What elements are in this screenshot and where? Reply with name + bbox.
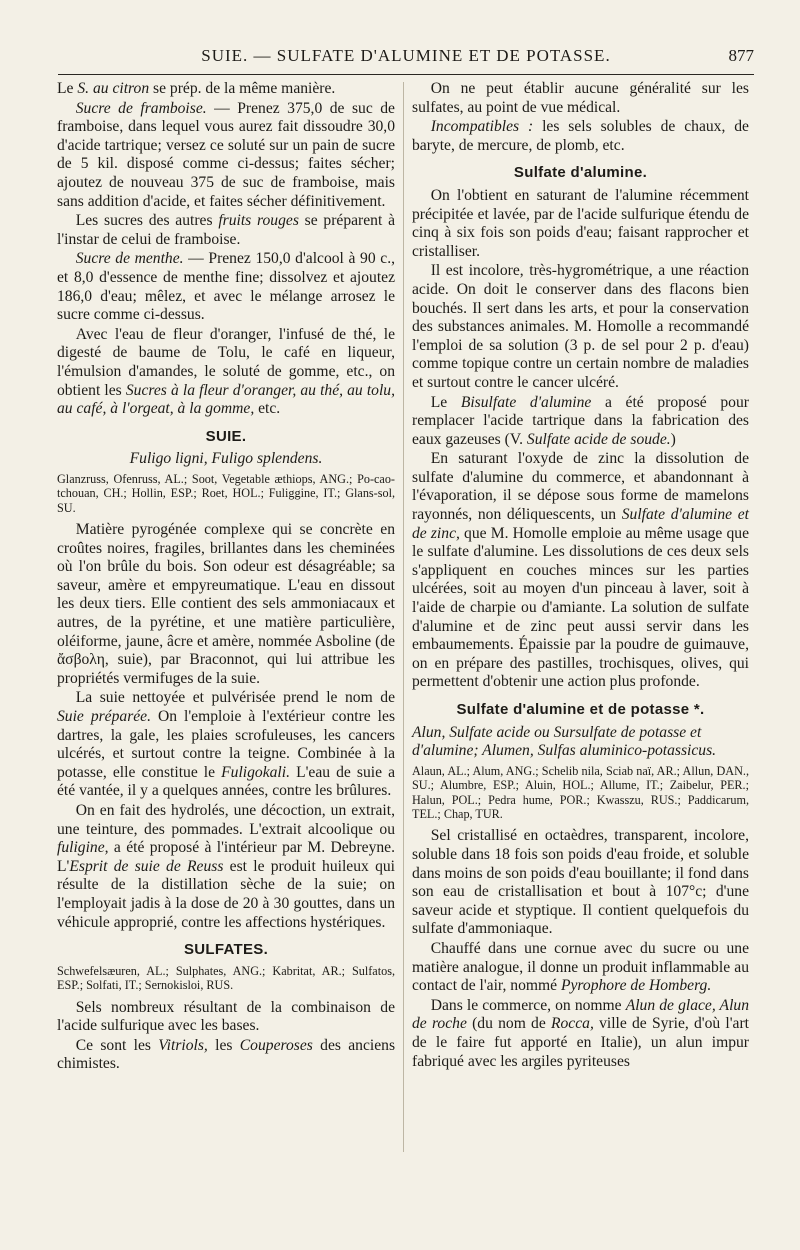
paragraph	[412, 450, 749, 692]
paragraph	[57, 250, 395, 324]
section-heading-sulfates: SULFATES.	[183, 941, 269, 959]
term: Sucre de framboise.	[75, 99, 207, 117]
term: Couperoses	[239, 1036, 313, 1054]
paragraph: On ne peut établir aucune généralité sur les sulfates, au point de vue médical.	[412, 80, 749, 116]
paragraph	[57, 1037, 395, 1074]
text-run: ville de Syrie, d'où l'art de le faire fut apporté en Italie), un alun impur fabriqué avec les argiles pyriteuses	[412, 1015, 749, 1070]
right-column	[412, 80, 749, 1072]
text-run: L'eau de suie a été vantée, il y a quelques années, contre les brûlures.	[57, 763, 395, 800]
text-run: se prép. de la même manière.	[149, 80, 336, 97]
term: Sulfate d'alumine et de zinc,	[412, 506, 749, 542]
paragraph	[57, 326, 395, 419]
section-heading-suie: SUIE.	[205, 427, 247, 445]
paragraph	[57, 100, 395, 212]
text-run: a été proposé à l'intérieur par M. Debreyne. L'	[57, 839, 395, 875]
term: fruits rouges	[218, 212, 299, 230]
term: Pyrophore de Homberg.	[560, 977, 712, 995]
term: S. au citron	[77, 80, 150, 97]
term: Esprit de suie de Reuss	[69, 857, 224, 875]
text-run: Le	[57, 80, 78, 97]
text-run: — Prenez 150,0 d'alcool à 90 c., et 8,0 d'essence de menthe fine; dissolvez et ajoutez 186,0 d'eau; mêlez, et avec le mélange arrosez le sucre comme ci-dessus.	[57, 250, 395, 324]
header-rule	[58, 74, 754, 75]
term: Fuligokali.	[221, 763, 290, 781]
text-run: des anciens chimistes.	[57, 1036, 396, 1073]
text-run: les sels solubles de chaux, de baryte, de mercure, de plomb, etc.	[412, 118, 749, 154]
text-run: Le	[430, 393, 461, 411]
paragraph: On l'obtient en saturant de l'alumine récemment précipitée et lavée, par de l'acide sulfurique étendu de cinq à six fois son poids d'eau; faisant rapprocher et cristalliser.	[412, 186, 749, 260]
text-run: que M. Homolle emploie au même usage que le sulfate d'alumine. Les dissolutions de ces deux sels s'appliquent en couches minces sur les parties ulcérées, soit au moyen d'un pinceau à laver, soit à l'aide de charpie ou d'amiante. La solution de sulfate d'alumine et de zinc peut aussi servir dans les embaumements. Épaissie par la poudre de guimauve, on en prépare des pastilles, trochisques, olives, qui permettent d'obtenir une action plus profonde.	[412, 524, 749, 691]
text-run: On en fait des hydrolés, une décoction, un extrait, une teinture, des pommades. L'extrait alcoolique ou	[57, 802, 395, 838]
synonyms-title: Alun, Sulfate acide ou Sursulfate de potasse et d'alumine; Alumen, Sulfas aluminico-potassicus.	[412, 723, 717, 760]
paragraph	[412, 118, 749, 155]
term: Vitriols,	[158, 1036, 208, 1054]
paragraph: Matière pyrogénée complexe qui se concrète en croûtes noires, fragiles, brillantes dans les cheminées où l'on brûle du bois. Son odeur est désagréable; sa saveur, amère et empyreumatique. L'eau en dissout les deux tiers. Elle contient des sels ammoniacaux et autres, de la pyrétine, et une matière particulière, oléiforme, jaune, âcre et amère, nommée Asboline (de ἄσβολη, suie), par Braconnot, qui lui attribue les propriétés vermifuges de la suie.	[57, 521, 395, 687]
term: Sucres à la fleur d'oranger, au thé, au tolu, au café, à l'orgeat, à la gomme,	[57, 381, 395, 418]
section-heading-alun: Sulfate d'alumine et de potasse *.	[456, 701, 705, 718]
paragraph: Sels nombreux résultant de la combinaison de l'acide sulfurique avec les bases.	[57, 998, 395, 1035]
term: Suie préparée.	[57, 708, 152, 726]
text-run: La suie nettoyée et pulvérisée prend le nom de	[75, 689, 395, 707]
term: Rocca,	[550, 1015, 594, 1033]
paragraph	[57, 212, 395, 249]
text-run: )	[670, 430, 676, 448]
text-run: En saturant l'oxyde de zinc la dissolution de sulfate d'alumine du commerce, et abandonnant à l'évaporation, il se dépose sous forme de mamelons rayonnés, non déliquescents, un	[412, 450, 749, 524]
synonyms-list: Glanzruss, Ofenruss, AL.; Soot, Vegetable æthiops, ANG.; Po-cao-tchouan, CH.; Hollin, ESP.; Roet, HOL.; Fuliggine, IT.; Glans-sol, SU.	[57, 471, 395, 515]
text-run: — Prenez 375,0 de suc de framboise, dans lequel vous aurez fait dissoudre 30,0 d'acide tartrique; versez ce soluté sur un pain de sucre de 5 kil. disposé comme ci-dessus; faites sécher; ajoutez de nouveau 375 de suc de framboise, mais sans addition d'acide, et faites sécher définitivement.	[57, 99, 395, 210]
text-run: est le produit huileux qui résulte de la distillation sèche de la suie; on l'employait jadis à la dose de 20 à 30 gouttes, dans un véhicule approprié, contre les affections hystériques.	[57, 857, 395, 931]
text-run: Avec l'eau de fleur d'oranger, l'infusé de thé, le digesté de baume de Tolu, le café en liqueur, l'émulsion d'amandes, le soluté de gomme, etc., on obtient les	[57, 325, 395, 399]
synonyms-list: Schwefelsæuren, AL.; Sulphates, ANG.; Kabritat, AR.; Sulfatos, ESP.; Solfati, IT.; Sernokisloi, RUS.	[57, 963, 395, 993]
term: Incompatibles :	[430, 118, 534, 136]
column-divider	[403, 82, 404, 1152]
text-run: se préparent à l'instar de celui de framboise.	[57, 212, 395, 248]
paragraph	[412, 394, 749, 450]
term: fuligine,	[57, 839, 109, 857]
paragraph	[57, 80, 395, 99]
term: Bisulfate d'alumine	[460, 393, 592, 411]
paragraph	[57, 689, 395, 801]
text-run: On l'emploie à l'extérieur contre les dartres, la gale, les plaies scrofuleuses, les cancers ulcérés, et surtout contre la teigne. Combinée à la potasse, elle constitue le	[57, 708, 396, 781]
text-run: les	[207, 1036, 240, 1054]
paragraph	[412, 997, 749, 1071]
paragraph: Il est incolore, très-hygrométrique, a une réaction acide. On doit le conserver dans des flacons bien bouchés. Il sert dans les arts, et pour la conservation des substances animales. M. Homolle a recommandé l'emploi de sa solution (3 p. de sel pour 2 p. d'eau) comme topique contre un certain nombre de maladies et surtout contre le cancer ulcéré.	[412, 262, 749, 391]
running-header	[58, 42, 754, 72]
page-number: 877	[728, 46, 754, 65]
text-run: Les sucres des autres	[75, 212, 219, 230]
text-run: Dans le commerce, on nomme	[430, 996, 626, 1014]
text-run: Chauffé dans une cornue avec du sucre ou une matière analogue, il donne un produit inflammable au contact de l'air, nommé	[412, 939, 749, 995]
term: Sucre de menthe.	[75, 250, 184, 268]
text-run: etc.	[254, 400, 281, 418]
running-title: SUIE. — SULFATE D'ALUMINE ET DE POTASSE.	[201, 46, 611, 65]
text-run: (du nom de	[466, 1015, 551, 1033]
synonyms-list: Alaun, AL.; Alum, ANG.; Schelib nila, Sciab naï, AR.; Allun, DAN., SU.; Alumbre, ESP.; Aluin, HOL.; Allume, IT.; Zaibelur, PER.; Halun, POL.; Pedra hume, POR.; Kwasszu, RUS.; Paddicarum, TEL.; Chap, TUR.	[412, 763, 749, 821]
paragraph	[57, 802, 395, 932]
left-column	[57, 80, 395, 1075]
term: Sulfate acide de soude.	[526, 430, 671, 448]
paragraph	[412, 940, 749, 996]
synonyms-title: Fuligo ligni, Fuligo splendens.	[129, 450, 323, 468]
text-run: Ce sont les	[75, 1036, 159, 1054]
paragraph: Sel cristallisé en octaèdres, transparent, incolore, soluble dans 18 fois son poids d'eau froide, et soluble dans moins de son poids d'eau bouillante; il fond dans son eau de cristallisation et bout à 107°c; d'une saveur acide et styptique. Il contient quelquefois du sulfate d'ammoniaque.	[412, 827, 749, 938]
term: Alun de glace, Alun de roche	[412, 996, 749, 1033]
text-run: a été proposé pour remplacer l'acide tartrique dans la fabrication des eaux gazeuses (V.	[412, 393, 749, 448]
section-heading-sulfate-alumine: Sulfate d'alumine.	[513, 164, 648, 182]
